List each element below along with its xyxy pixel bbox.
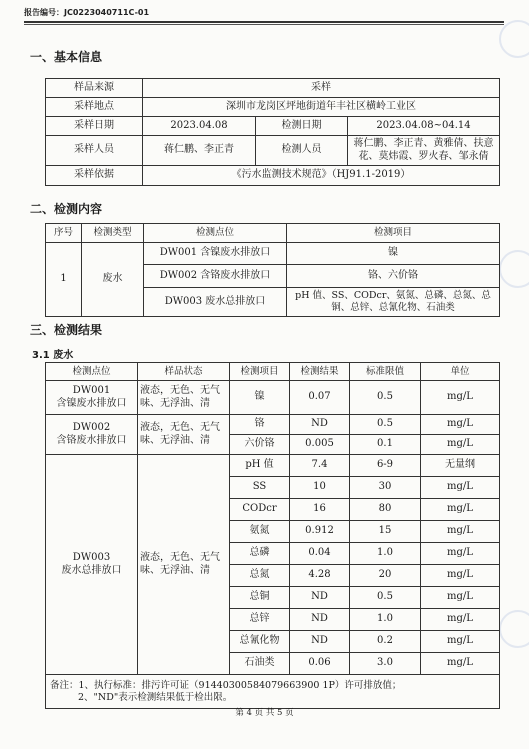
cell-limit: 0.5 xyxy=(350,587,421,609)
cell-item: pH 值 xyxy=(230,455,290,477)
results-table xyxy=(45,362,500,709)
cell-items: 镍 xyxy=(287,243,500,265)
cell-item: 镍 xyxy=(230,381,290,415)
cell-unit: mg/L xyxy=(421,499,500,521)
test-content-table xyxy=(45,223,500,317)
cell-state: 液态，无色、无气味、无浮油、清 xyxy=(138,381,230,415)
report-number: 报告编号：JC0223040711C-01 xyxy=(24,8,150,17)
cell-limit: 1.0 xyxy=(350,609,421,631)
cell-limit: 80 xyxy=(350,499,421,521)
cell-limit: 0.5 xyxy=(350,415,421,435)
table-header-row xyxy=(46,363,500,381)
col-header: 样品状态 xyxy=(138,363,230,381)
cell-label: 采样人员 xyxy=(46,136,143,166)
cell-unit: mg/L xyxy=(421,415,500,435)
cell-limit: 0.1 xyxy=(350,435,421,455)
point-code: DW002 xyxy=(72,422,111,433)
cell-result: ND xyxy=(290,631,350,653)
cell-label: 检测日期 xyxy=(256,117,348,136)
cell-unit: mg/L xyxy=(421,521,500,543)
cell-state: 液态，无色、无气味、无浮油、清 xyxy=(138,415,230,455)
cell-label: 采样依据 xyxy=(46,166,143,186)
col-header: 检测项目 xyxy=(230,363,290,381)
table-header-row xyxy=(46,224,500,243)
col-header: 序号 xyxy=(46,224,82,243)
cell-unit: mg/L xyxy=(421,565,500,587)
cell-item: 总氮 xyxy=(230,565,290,587)
cell-item: 铬 xyxy=(230,415,290,435)
cell-value: 蒋仁鹏、李正青、黄雅倩、扶意花、莫炜霞、罗火春、邹永倩 xyxy=(348,136,500,166)
table-row xyxy=(46,79,500,98)
cell-result: ND xyxy=(290,609,350,631)
header-divider xyxy=(24,24,504,25)
table-row xyxy=(46,415,500,435)
cell-result: ND xyxy=(290,415,350,435)
col-header: 检测结果 xyxy=(290,363,350,381)
cell-unit: mg/L xyxy=(421,477,500,499)
cell-unit: 无量纲 xyxy=(421,455,500,477)
cell-items: 铬、六价铬 xyxy=(287,265,500,288)
cell-label: 采样地点 xyxy=(46,98,143,117)
cell-item: 总锌 xyxy=(230,609,290,631)
cell-result: ND xyxy=(290,587,350,609)
col-header: 检测点位 xyxy=(144,224,287,243)
cell-limit: 30 xyxy=(350,477,421,499)
subsection-title-wastewater: 3.1 废水 xyxy=(32,350,74,361)
cell-limit: 15 xyxy=(350,521,421,543)
cell-limit: 1.0 xyxy=(350,543,421,565)
seal-stamp xyxy=(499,610,529,648)
cell-label: 检测人员 xyxy=(256,136,348,166)
cell-unit: mg/L xyxy=(421,653,500,675)
section-title-basic-info: 一、基本信息 xyxy=(30,50,103,64)
cell-result: 0.07 xyxy=(290,381,350,415)
cell-value: 蒋仁鹏、李正青 xyxy=(143,136,256,166)
section-title-results: 三、检测结果 xyxy=(30,323,103,337)
point-desc: 含铬废水排放口 xyxy=(56,434,127,446)
notes-cell xyxy=(46,675,500,709)
cell-point xyxy=(46,455,138,675)
cell-unit: mg/L xyxy=(421,587,500,609)
cell-item: 石油类 xyxy=(230,653,290,675)
cell-type: 废水 xyxy=(82,243,144,317)
cell-result: 10 xyxy=(290,477,350,499)
col-header: 检测类型 xyxy=(82,224,144,243)
cell-item: CODcr xyxy=(230,499,290,521)
cell-result: 16 xyxy=(290,499,350,521)
table-row xyxy=(46,243,500,265)
col-header: 检测点位 xyxy=(46,363,138,381)
cell-item: 总铜 xyxy=(230,587,290,609)
cell-point: DW003 废水总排放口 xyxy=(144,288,287,317)
cell-result: 0.04 xyxy=(290,543,350,565)
cell-result: 0.06 xyxy=(290,653,350,675)
notes-row xyxy=(46,675,500,709)
cell-value: 深圳市龙岗区坪地街道年丰社区横岭工业区 xyxy=(143,98,500,117)
table-row xyxy=(46,455,500,477)
cell-value: 《污水监测技术规范》（HJ91.1-2019） xyxy=(143,166,500,186)
seal-stamp xyxy=(499,250,529,288)
page-footer: 第 4 页 共 5 页 xyxy=(235,708,294,718)
table-row xyxy=(46,136,500,166)
cell-seq: 1 xyxy=(46,243,82,317)
cell-result: 0.005 xyxy=(290,435,350,455)
seal-stamp xyxy=(499,20,529,58)
cell-result: 0.912 xyxy=(290,521,350,543)
point-desc: 含镍废水排放口 xyxy=(56,397,127,409)
col-header: 标准限值 xyxy=(350,363,421,381)
cell-item: 氨氮 xyxy=(230,521,290,543)
note-line: 2、"ND"表示检测结果低于检出限。 xyxy=(78,691,233,703)
cell-limit: 0.2 xyxy=(350,631,421,653)
cell-limit: 6-9 xyxy=(350,455,421,477)
cell-value: 2023.04.08~04.14 xyxy=(348,117,500,136)
report-header xyxy=(24,7,504,23)
cell-point xyxy=(46,381,138,415)
cell-label: 采样日期 xyxy=(46,117,143,136)
cell-result: 4.28 xyxy=(290,565,350,587)
cell-label: 样品来源 xyxy=(46,79,143,98)
cell-state: 液态，无色、无气味、无浮油、清 xyxy=(138,455,230,675)
table-row xyxy=(46,117,500,136)
table-row xyxy=(46,98,500,117)
cell-unit: mg/L xyxy=(421,609,500,631)
col-header: 单位 xyxy=(421,363,500,381)
col-header: 检测项目 xyxy=(287,224,500,243)
cell-point xyxy=(46,415,138,455)
point-desc: 废水总排放口 xyxy=(61,564,122,576)
point-code: DW001 xyxy=(72,385,111,396)
cell-unit: mg/L xyxy=(421,435,500,455)
cell-unit: mg/L xyxy=(421,381,500,415)
cell-result: 7.4 xyxy=(290,455,350,477)
cell-item: 总磷 xyxy=(230,543,290,565)
cell-limit: 20 xyxy=(350,565,421,587)
cell-value: 采样 xyxy=(143,79,500,98)
cell-unit: mg/L xyxy=(421,631,500,653)
cell-limit: 0.5 xyxy=(350,381,421,415)
cell-item: 总氰化物 xyxy=(230,631,290,653)
cell-item: 六价铬 xyxy=(230,435,290,455)
cell-point: DW002 含铬废水排放口 xyxy=(144,265,287,288)
section-title-test-content: 二、检测内容 xyxy=(30,202,103,216)
table-row xyxy=(46,166,500,186)
cell-items: pH 值、SS、CODcr、氨氮、总磷、总氮、总铜、总锌、总氰化物、石油类 xyxy=(287,288,500,317)
cell-value: 2023.04.08 xyxy=(143,117,256,136)
table-row xyxy=(46,381,500,415)
point-code: DW003 xyxy=(72,552,111,563)
cell-unit: mg/L xyxy=(421,543,500,565)
note-line: 备注：1、执行标准：排污许可证（91440300584079663900 1P）许可排放值； xyxy=(50,679,402,691)
cell-item: SS xyxy=(230,477,290,499)
cell-point: DW001 含镍废水排放口 xyxy=(144,243,287,265)
cell-limit: 3.0 xyxy=(350,653,421,675)
basic-info-table xyxy=(45,78,500,186)
